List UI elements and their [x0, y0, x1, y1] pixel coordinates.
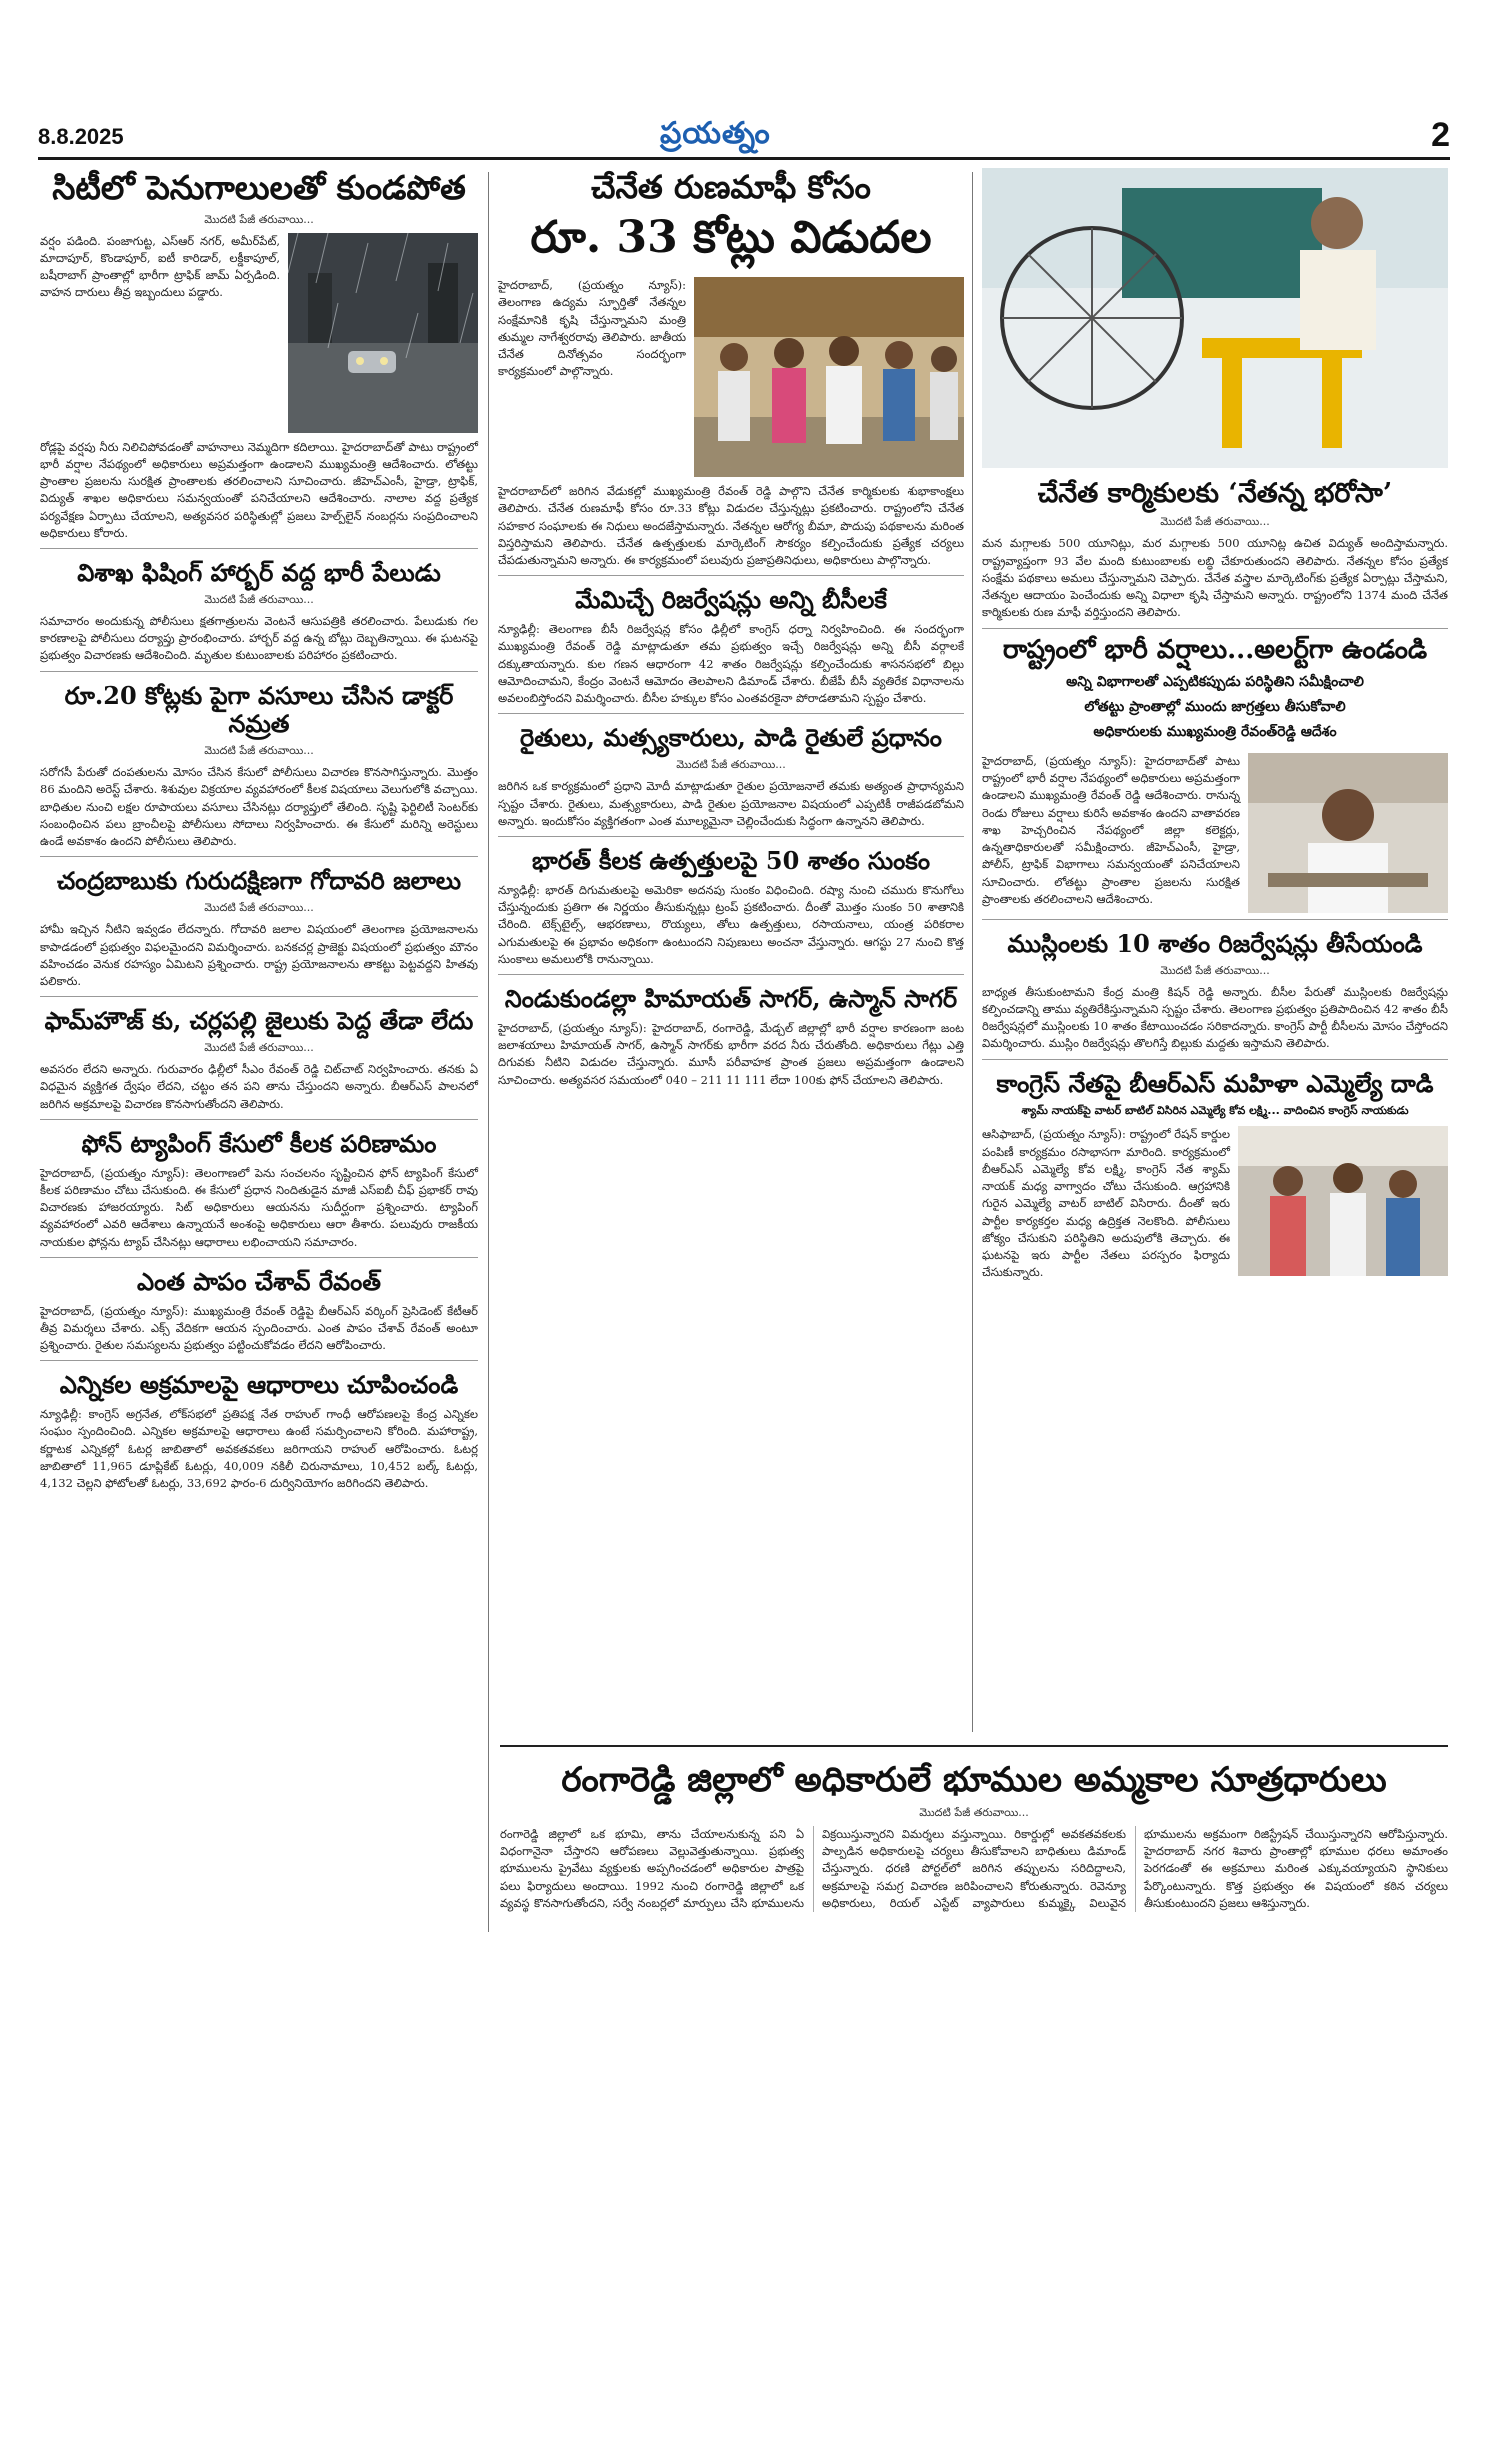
- dateline: మొదటి పేజీ తరువాయి...: [1160, 963, 1270, 977]
- cm-photo: [1248, 753, 1448, 913]
- divider: [498, 836, 964, 837]
- dateline: మొదటి పేజీ తరువాయి...: [1160, 515, 1270, 529]
- dateline: మొదటి పేజీ తరువాయి...: [919, 1805, 1029, 1819]
- subheadline: లోతట్టు ప్రాంతాల్లో ముందు జాగ్రత్తలు తీసుకోవాలి: [1084, 698, 1346, 715]
- column-right: [982, 168, 1448, 1282]
- issue-date: 8.8.2025: [38, 124, 124, 149]
- column-rule: [972, 172, 973, 1732]
- banner-headline: రంగారెడ్డి జిల్లాలో అధికారులే భూముల అమ్మకాల సూత్రధారులు: [561, 1760, 1387, 1800]
- headline: ఎన్నికల అక్రమాలపై ఆధారాలు చూపించండి: [59, 1370, 459, 1400]
- headline: చేనేత కార్మికులకు ‘నేతన్న భరోసా’: [1037, 478, 1393, 509]
- article-body: రోడ్లపై వర్షపు నీరు నిలిచిపోవడంతో వాహనాలు నెమ్మదిగా కదిలాయి. హైదరాబాద్‌తో పాటు రాష్ట్రంలో భారీ వర్షాల నేపథ్యంలో అధికారులు అప్రమత్తంగా ఉండాలని ముఖ్యమంత్రి ఆదేశించారు. లోతట్టు ప్రాంతాల ప్రజలను సురక్షిత ప్రాంతాలకు తరలించాలని సూచించారు. జీహెచ్ఎంసీ, హైడ్రా, ట్రాఫిక్, విద్యుత్ శాఖల అధికారులు సమన్వయంతో పనిచేయాలని ఆదేశించారు. నాలాల వద్ద ప్రత్యేక పర్యవేక్షణ ఏర్పాటు చేయాలని, అత్యవసర పరిస్థితుల్లో ప్రజలు హెల్ప్‌లైన్ నంబర్లను సంప్రదించాలని అధికారులు కోరారు.: [40, 439, 478, 540]
- divider: [40, 1119, 478, 1120]
- divider: [40, 671, 478, 672]
- headline: ముస్లింలకు 10 శాతం రిజర్వేషన్లు తీసేయండి: [1007, 928, 1423, 958]
- divider: [500, 1745, 1448, 1747]
- dateline: మొదటి పేజీ తరువాయి...: [204, 1041, 314, 1055]
- column-left: [40, 168, 478, 1492]
- column-rule: [488, 172, 489, 1932]
- dateline: మొదటి పేజీ తరువాయి...: [204, 901, 314, 915]
- rain-street-photo: [288, 233, 478, 433]
- masthead: [38, 118, 1450, 160]
- article-body: హామీ ఇచ్చిన నీటిని ఇవ్వడం లేదన్నారు. గోదావరి జలాల విషయంలో తెలంగాణ ప్రయోజనాలను కాపాడడంలో ప్రభుత్వం విఫలమైందని విమర్శించారు. బనకచర్ల ప్రాజెక్టు విషయంలో ప్రభుత్వం మౌనం వహించడం వెనుక రహస్యం ఏమిటని ప్రశ్నించారు. రాష్ట్ర ప్రయోజనాలను తాకట్టు పెట్టవద్దని హితవు పలికారు.: [40, 922, 478, 989]
- headline: నిండుకుండల్లా హిమాయత్ సాగర్, ఉస్మాన్ సాగర్: [504, 984, 958, 1014]
- article-body: హైదరాబాద్, (ప్రయత్నం న్యూస్): హైదరాబాద్‌తో పాటు రాష్ట్రంలో భారీ వర్షాల నేపథ్యంలో అధికారులు అప్రమత్తంగా ఉండాలని ముఖ్యమంత్రి రేవంత్ రెడ్డి ఆదేశించారు. రానున్న రెండు రోజులు వర్షాలు కురిసే అవకాశం ఉందని వాతావరణ శాఖ హెచ్చరించిన నేపథ్యంలో జిల్లా కలెక్టర్లు, ఉన్నతాధికారులతో సమీక్షించారు. జీహెచ్ఎంసీ, హైడ్రా, పోలీస్, ట్రాఫిక్ విభాగాలు సమన్వయంతో పనిచేయాలని సూచించారు. లోతట్టు ప్రాంతాల ప్రజలను సురక్షిత ప్రాంతాలకు తరలించాలని ఆదేశించారు.: [982, 753, 1240, 906]
- headline: భారత్ కీలక ఉత్పత్తులపై 50 శాతం సుంకం: [531, 846, 931, 876]
- divider: [982, 628, 1448, 629]
- divider: [40, 996, 478, 997]
- headline: కాంగ్రెస్ నేతపై బీఆర్ఎస్ మహిళా ఎమ్మెల్యే దాడి: [996, 1068, 1434, 1098]
- article-body: మన మగ్గాలకు 500 యూనిట్లు, మర మగ్గాలకు 500 యూనిట్ల ఉచిత విద్యుత్ అందిస్తామన్నారు. రాష్ట్రవ్యాప్తంగా 93 వేల మంది కుటుంబాలకు లబ్ధి చేకూరుతుందని తెలిపారు. నేతన్నల కోసం ప్రత్యేక సంక్షేమ పథకాలు అమలు చేస్తున్నామని చెప్పారు. చేనేత వస్త్రాల మార్కెటింగ్‌కు ప్రత్యేక ఏర్పాట్లు చేస్తామని, నేతన్నల ఆదాయం పెంచేందుకు అన్ని విధాలా కృషి చేస్తామని అన్నారు. రాష్ట్రంలోని 1374 మంది చేనేత కార్మికులకు రుణ మాఫీ వర్తిస్తుందని తెలిపారు.: [982, 536, 1448, 620]
- headline: విశాఖ ఫిషింగ్ హార్బర్ వద్ద భారీ పేలుడు: [77, 558, 441, 588]
- divider: [982, 919, 1448, 920]
- headline: ఎంత పాపం చేశావ్ రేవంత్: [137, 1266, 381, 1296]
- divider: [982, 1059, 1448, 1060]
- dateline: మొదటి పేజీ తరువాయి...: [676, 758, 786, 772]
- headline: మేమిచ్చే రిజర్వేషన్లు అన్ని బీసీలకే: [575, 585, 887, 615]
- lead-headline: రూ. 33 కోట్లు విడుదల: [530, 212, 932, 264]
- headline: రాష్ట్రంలో భారీ వర్షాలు...అలర్ట్‌గా ఉండండి: [1002, 634, 1428, 665]
- article-body: సరోగసీ పేరుతో దంపతులను మోసం చేసిన కేసులో పోలీసులు విచారణ కొనసాగిస్తున్నారు. మొత్తం 86 మందిని అరెస్ట్ చేశారు. శిశువుల విక్రయాల వ్యవహారంలో కీలక విషయాలు వెలుగులోకి వచ్చాయి. బాధితుల నుంచి లక్షల రూపాయలు వసూలు చేసినట్లు దర్యాప్తులో తేలింది. సృష్టి ఫెర్టిలిటీ సెంటర్‌కు సంబంధించిన పలు బ్రాంచీలపై పోలీసులు సోదాలు నిర్వహించారు. ఈ కేసులో మరిన్ని అరెస్టులు ఉండే అవకాశం ఉందని పోలీసులు తెలిపారు.: [40, 765, 478, 849]
- article-body: హైదరాబాద్, (ప్రయత్నం న్యూస్): ముఖ్యమంత్రి రేవంత్ రెడ్డిపై బీఆర్ఎస్ వర్కింగ్ ప్రెసిడెంట్ కేటీఆర్ తీవ్ర విమర్శలు చేశారు. ఎక్స్ వేదికగా ఆయన స్పందించారు. ఎంత పాపం చేశావ్ రేవంత్ అంటూ ప్రశ్నించారు. రైతుల సమస్యలను ప్రభుత్వం పట్టించుకోవడం లేదని ఆరోపించారు.: [40, 1303, 478, 1353]
- article-body: ఆసిఫాబాద్, (ప్రయత్నం న్యూస్): రాష్ట్రంలో రేషన్ కార్డుల పంపిణీ కార్యక్రమం రసాభాసగా మారింది. కార్యక్రమంలో బీఆర్ఎస్ ఎమ్మెల్యే కోవ లక్ష్మి, కాంగ్రెస్ నేత శ్యామ్ నాయక్ మధ్య వాగ్వాదం చోటు చేసుకుంది. ఆగ్రహానికి గురైన ఎమ్మెల్యే వాటర్ బాటిల్ విసిరారు. దీంతో ఇరు పార్టీల కార్యకర్తల మధ్య ఉద్రిక్తత నెలకొంది. పోలీసులు జోక్యం చేసుకుని పరిస్థితిని అదుపులోకి తెచ్చారు. ఈ ఘటనపై ఇరు పార్టీల నేతలు పరస్పరం ఫిర్యాదు చేసుకున్నారు.: [982, 1127, 1230, 1280]
- page-number: 2: [1431, 116, 1450, 154]
- scuffle-photo: [1238, 1126, 1448, 1276]
- divider: [498, 575, 964, 576]
- divider: [498, 713, 964, 714]
- article-body: అవసరం లేదని అన్నారు. గురువారం ఢిల్లీలో సీఎం రేవంత్ రెడ్డి చిట్‌చాట్ నిర్వహించారు. తనకు ఏ విధమైన వ్యక్తిగత ద్వేషం లేదని, చట్టం తన పని తాను చేస్తుందని అన్నారు. బీఆర్ఎస్ పాలనలో జరిగిన అక్రమాలపై విచారణ కొనసాగుతోందని తెలిపారు.: [40, 1062, 478, 1111]
- dateline: మొదటి పేజీ తరువాయి...: [204, 212, 314, 226]
- ministers-photo: [694, 277, 964, 477]
- article-body: న్యూఢిల్లీ: భారత్ దిగుమతులపై అమెరికా అదనపు సుంకం విధించింది. రష్యా నుంచి చమురు కొనుగోలు చేస్తున్నందుకు ప్రతిగా ఈ నిర్ణయం తీసుకున్నట్లు ట్రంప్ ప్రకటించారు. దీంతో మొత్తం సుంకం 50 శాతానికి చేరింది. టెక్స్‌టైల్స్, ఆభరణాలు, రొయ్యలు, తోలు ఉత్పత్తులు, రసాయనాలు, యంత్ర పరికరాల ఎగుమతులపై ఈ ప్రభావం అధికంగా ఉంటుందని నిపుణులు అంచనా వేస్తున్నారు. ఆగస్టు 27 నుంచి కొత్త సుంకాలు అమలులోకి రానున్నాయి.: [498, 882, 964, 966]
- article-body: హైదరాబాద్‌లో జరిగిన వేడుకల్లో ముఖ్యమంత్రి రేవంత్ రెడ్డి పాల్గొని చేనేత కార్మికులకు శుభాకాంక్షలు తెలిపారు. చేనేత రుణమాఫీ కోసం రూ.33 కోట్లు విడుదల చేస్తున్నట్లు ప్రకటించారు. రాష్ట్రంలోని చేనేత సహకార సంఘాలకు ఈ నిధులు అందజేస్తామన్నారు. నేతన్నల ఆరోగ్య బీమా, పొదుపు పథకాలను మరింత విస్తరిస్తామని తెలిపారు. చేనేత ఉత్పత్తులకు మార్కెటింగ్ సౌకర్యం కల్పించేందుకు ప్రత్యేక చర్యలు చేపడుతున్నామని అన్నారు. ఈ కార్యక్రమంలో పలువురు ప్రజాప్రతినిధులు, అధికారులు పాల్గొన్నారు.: [498, 484, 964, 568]
- subheadline: అన్ని విభాగాలతో ఎప్పటికప్పుడు పరిస్థితిని సమీక్షించాలి: [1066, 673, 1364, 690]
- article-lead: హైదరాబాద్, (ప్రయత్నం న్యూస్): తెలంగాణ ఉద్యమ స్ఫూర్తితో నేతన్నల సంక్షేమానికి కృషి చేస్తున్నామని మంత్రి తుమ్మల నాగేశ్వరరావు తెలిపారు. జాతీయ చేనేత దినోత్సవం సందర్భంగా కార్యక్రమంలో పాల్గొన్నారు.: [498, 278, 686, 379]
- kicker: చేనేత రుణమాఫీ కోసం: [591, 168, 871, 206]
- article-body: హైదరాబాద్, (ప్రయత్నం న్యూస్): హైదరాబాద్, రంగారెడ్డి, మేడ్చల్ జిల్లాల్లో భారీ వర్షాల కారణంగా జంట జలాశయాలు హిమాయత్ సాగర్, ఉస్మాన్ సాగర్‌కు భారీగా వరద నీరు చేరుతోంది. అధికారులు గేట్లు ఎత్తి దిగువకు నీటిని విడుదల చేస్తున్నారు. మూసీ పరీవాహక ప్రాంత ప్రజలు అప్రమత్తంగా ఉండాలని సూచించారు. అత్యవసర సమయంలో 040 – 211 11 111 లేదా 100కు ఫోన్ చేయాలని తెలిపారు.: [498, 1020, 964, 1087]
- divider: [40, 856, 478, 857]
- divider: [40, 548, 478, 549]
- divider: [40, 1360, 478, 1361]
- charkha-photo: [982, 168, 1448, 468]
- newspaper-logo: ప్రయత్నం: [660, 116, 771, 151]
- dateline: మొదటి పేజీ తరువాయి...: [204, 592, 314, 606]
- article-body: జరిగిన ఒక కార్యక్రమంలో ప్రధాని మోదీ మాట్లాడుతూ రైతుల ప్రయోజనాలే తమకు అత్యంత ప్రాధాన్యమని స్పష్టం చేశారు. రైతులు, మత్స్యకారులు, పాడి రైతుల ప్రయోజనాల విషయంలో ఎప్పటికీ రాజీపడబోమని అన్నారు. ఇందుకోసం వ్యక్తిగతంగా ఎంత మూల్యమైనా చెల్లించేందుకు సిద్ధంగా ఉన్నానని తెలిపారు.: [498, 779, 964, 828]
- bottom-story: [500, 1760, 1448, 1912]
- article-lead: వర్షం పడింది. పంజాగుట్ట, ఎస్ఆర్ నగర్, అమీర్‌పేట్, మాదాపూర్, కొండాపూర్, ఐటీ కారిడార్, లక్డీకాపూల్, బషీరాబాగ్ ప్రాంతాల్లో భారీగా ట్రాఫిక్ జామ్ ఏర్పడింది. వాహన దారులు తీవ్ర ఇబ్బందులు పడ్డారు.: [40, 233, 280, 300]
- headline: సిటీలో పెనుగాలులతో కుండపోత: [52, 168, 466, 207]
- article-body: బాధ్యత తీసుకుంటామని కేంద్ర మంత్రి కిషన్ రెడ్డి అన్నారు. బీసీల పేరుతో ముస్లింలకు రిజర్వేషన్లు కల్పించడాన్ని తాము వ్యతిరేకిస్తున్నామని స్పష్టం చేశారు. తెలంగాణ ప్రభుత్వం ప్రతిపాదించిన 42 శాతం బీసీ రిజర్వేషన్లలో ముస్లింలకు 10 శాతం కేటాయించడం సరికాదన్నారు. కాంగ్రెస్ పార్టీ బీసీలను మోసం చేస్తోందని విమర్శించారు. ముస్లిం రిజర్వేషన్లు తొలగిస్తే బిల్లుకు మద్దతు ఇస్తామని తెలిపారు.: [982, 984, 1448, 1051]
- headline: ఫామ్‌హౌజ్ కు, చర్లపల్లి జైలుకు పెద్ద తేడా లేదు: [44, 1006, 474, 1036]
- article-body: రంగారెడ్డి జిల్లాలో ఒక భూమి, తాను చేయాలనుకున్న పని ఏ విధంగానైనా చేస్తారని ఆరోపణలు వెల్లువెత్తుతున్నాయి. ప్రభుత్వ భూములను ప్రైవేటు వ్యక్తులకు అప్పగించడంలో అధికారుల పాత్రపై పలు ఫిర్యాదులు అందాయి. 1992 నుంచి రంగారెడ్డి జిల్లాలో ఒక వ్యవస్థ కొనసాగుతోందని, సర్వే నంబర్లలో మార్పులు చేసి భూములను విక్రయిస్తున్నారని విమర్శలు వస్తున్నాయి. రికార్డుల్లో అవకతవకలకు పాల్పడిన అధికారులపై చర్యలు తీసుకోవాలని బాధితులు డిమాండ్ చేస్తున్నారు. ధరణి పోర్టల్‌లో జరిగిన తప్పులను సరిదిద్దాలని, అక్రమాలపై సమగ్ర విచారణ జరిపించాలని కోరుతున్నారు. రెవెన్యూ అధికారులు, రియల్ ఎస్టేట్ వ్యాపారులు కుమ్మక్కై విలువైన భూములను అక్రమంగా రిజిస్ట్రేషన్ చేయిస్తున్నారని ఆరోపిస్తున్నారు. హైదరాబాద్ నగర శివారు ప్రాంతాల్లో భూముల ధరలు అమాంతం పెరగడంతో ఈ అక్రమాలు మరింత ఎక్కువయ్యాయని స్థానికులు పేర్కొంటున్నారు. కొత్త ప్రభుత్వం ఈ విషయంలో కఠిన చర్యలు తీసుకుంటుందని ప్రజలు ఆశిస్తున్నారు.: [500, 1826, 1448, 1910]
- divider: [40, 1257, 478, 1258]
- article-body: హైదరాబాద్, (ప్రయత్నం న్యూస్): తెలంగాణలో పెను సంచలనం సృష్టించిన ఫోన్ ట్యాపింగ్ కేసులో కీలక పరిణామం చోటు చేసుకుంది. ఈ కేసులో ప్రధాన నిందితుడైన మాజీ ఎస్ఐబీ చీఫ్ ప్రభాకర్ రావు విచారణకు హాజరయ్యారు. సిట్ అధికారులు ఆయనను సుదీర్ఘంగా ప్రశ్నించారు. ట్యాపింగ్ వ్యవహారంలో ఎవరి ఆదేశాలు ఉన్నాయనే అంశంపై అధికారులు ఆరా తీశారు. పలువురు రాజకీయ నాయకుల ఫోన్లను ట్యాప్ చేసినట్లు ఆధారాలు లభించాయని సమాచారం.: [40, 1165, 478, 1249]
- column-center: [498, 168, 964, 1089]
- subheadline: శ్యామ్ నాయక్‌పై వాటర్ బాటిల్ విసిరిన ఎమ్మెల్యే కోవ లక్ష్మి... వాదించిన కాంగ్రెస్ నాయకుడు: [1021, 1104, 1409, 1118]
- divider: [498, 974, 964, 975]
- dateline: మొదటి పేజీ తరువాయి...: [204, 744, 314, 758]
- headline: చంద్రబాబుకు గురుదక్షిణగా గోదావరి జలాలు: [56, 866, 462, 896]
- article-body: న్యూఢిల్లీ: తెలంగాణ బీసీ రిజర్వేషన్ల కోసం ఢిల్లీలో కాంగ్రెస్ ధర్నా నిర్వహించింది. ఈ సందర్భంగా ముఖ్యమంత్రి రేవంత్ రెడ్డి మాట్లాడుతూ తమ ప్రభుత్వం ఇచ్చే రిజర్వేషన్లు అన్ని బీసీ వర్గాలకే దక్కుతాయన్నారు. కుల గణన ఆధారంగా 42 శాతం రిజర్వేషన్లు కల్పించేందుకు శాసనసభలో బిల్లు ఆమోదించామని, కేంద్రం వెంటనే ఆమోదం తెలపాలని డిమాండ్ చేశారు. బీజేపీ బీసీ వ్యతిరేక విధానాలను అవలంబిస్తోందని విమర్శించారు. బీసీల హక్కుల కోసం ఎంతవరకైనా పోరాడతామని స్పష్టం చేశారు.: [498, 622, 964, 706]
- headline: ఫోన్ ట్యాపింగ్ కేసులో కీలక పరిణామం: [81, 1128, 437, 1158]
- subheadline: అధికారులకు ముఖ్యమంత్రి రేవంత్‌రెడ్డి ఆదేశం: [1093, 723, 1337, 740]
- article-body: న్యూఢిల్లీ: కాంగ్రెస్ అగ్రనేత, లోక్‌సభలో ప్రతిపక్ష నేత రాహుల్ గాంధీ ఆరోపణలపై కేంద్ర ఎన్నికల సంఘం స్పందించింది. ఎన్నికల అక్రమాలపై ఆధారాలు ఉంటే సమర్పించాలని కోరింది. మహారాష్ట్ర, కర్ణాటక ఎన్నికల్లో ఓటర్ల జాబితాలో అవకతవకలు జరిగాయని రాహుల్ ఆరోపించారు. ఓటర్ల జాబితాలో 11,965 డూప్లికేట్ ఓటర్లు, 40,009 నకిలీ చిరునామాలు, 10,452 బల్క్ ఓటర్లు, 4,132 చెల్లని ఫోటోలతో ఓటర్లు, 33,692 ఫారం-6 దుర్వినియోగం జరిగిందని తెలిపారు.: [40, 1407, 478, 1491]
- article-body: సమాచారం అందుకున్న పోలీసులు క్షతగాత్రులను వెంటనే ఆసుపత్రికి తరలించారు. పేలుడుకు గల కారణాలపై పోలీసులు దర్యాప్తు ప్రారంభించారు. హార్బర్ వద్ద ఉన్న బోట్లు దెబ్బతిన్నాయి. ఈ ఘటనపై ప్రభుత్వం విచారణకు ఆదేశించింది. మృతుల కుటుంబాలకు పరిహారం ప్రకటించారు.: [40, 613, 478, 663]
- headline: రైతులు, మత్స్యకారులు, పాడి రైతులే ప్రధానం: [520, 723, 942, 753]
- headline: రూ.20 కోట్లకు పైగా వసూలు చేసిన డాక్టర్ నమ్రత: [64, 680, 454, 739]
